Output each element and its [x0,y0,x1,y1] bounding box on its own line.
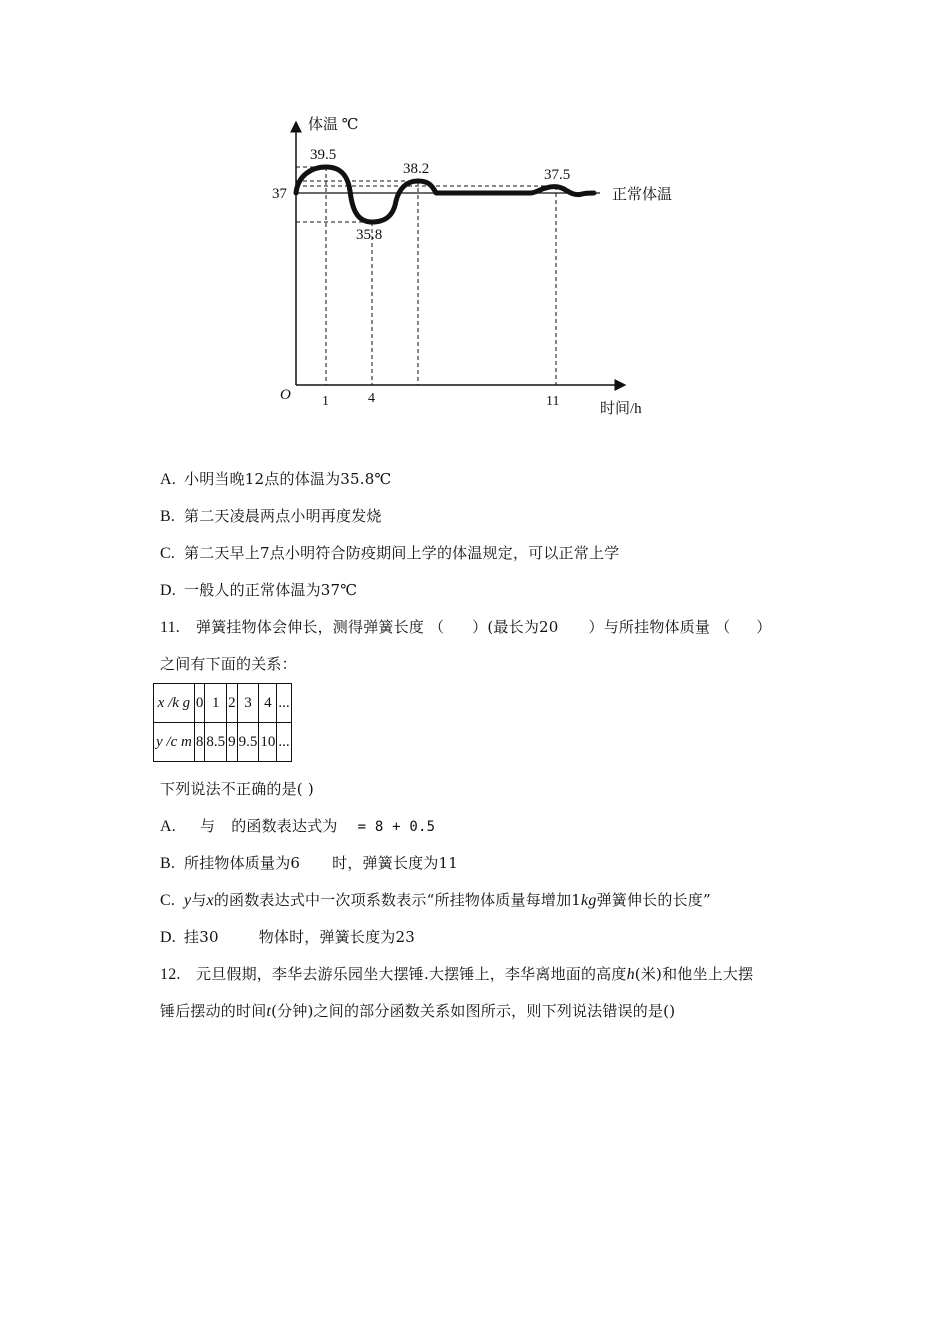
table-cell: 2 [227,684,238,723]
q11-option-c[interactable] [160,889,711,912]
table-header-x: x /k g [154,684,195,723]
origin-label: O [280,387,291,403]
x-tick-1: 1 [322,394,329,409]
q11-stem-line1 [160,616,772,639]
table-cell: 8 [194,723,205,762]
reference-lines [296,167,556,385]
option-text: 第二天早上7点小明符合防疫期间上学的体温规定，可以正常上学 [184,544,620,562]
option-letter: A. [160,818,176,835]
q12-stem-line1 [160,963,753,986]
table-cell: 0 [194,684,205,723]
question-number: 12. [160,966,181,983]
q11-stem-line2: 之间有下面的关系： [160,655,297,673]
option-text: 挂30 [184,928,219,946]
normal-temp-label: 正常体温 [612,187,673,203]
option-text: 时，弹簧长度为11 [332,854,459,872]
q11-text-d: ） [756,618,772,636]
y-axis-label: 体温 ℃ [308,117,359,133]
x-tick-11: 11 [546,394,560,409]
option-text: 的函数表达式中一次项系数表示“所挂物体质量每增加1 [213,891,582,909]
q12-text: 锤后摆动的时间 [160,1002,267,1020]
x-tick-4: 4 [368,391,375,406]
spring-data-table [153,683,292,762]
option-text: 的函数表达式为 [231,817,338,835]
math-var: t [266,1003,272,1020]
q11-option-b[interactable] [160,852,458,875]
table-cell: 9.5 [237,723,259,762]
q11-text-a: 弹簧挂物体会伸长，测得弹簧长度 （ [196,618,445,636]
q12-text: 元旦假期，李华去游乐园坐大摆锤.大摆锤上，李华离地面的高度 [196,965,627,983]
option-letter: C. [160,892,176,909]
table-row [154,684,292,723]
option-text: 弹簧伸长的长度” [596,891,711,909]
point-label-39-5: 39.5 [310,147,337,163]
q10-option-b[interactable] [160,505,382,528]
option-text: 与 [191,891,207,909]
q11-text-b: ）(最长为20 [472,618,559,636]
table-cell: 3 [237,684,259,723]
q11-option-d[interactable] [160,926,415,949]
question-number: 11. [160,619,181,636]
math-var: h [626,966,635,983]
q10-option-a[interactable] [160,468,391,491]
x-axis-label: 时间/h [600,401,642,417]
table-cell: ... [277,723,291,762]
q10-option-d[interactable] [160,579,357,602]
point-label-35-8: 35.8 [356,227,383,243]
table-cell: 4 [259,684,277,723]
point-label-38-2: 38.2 [403,161,430,177]
option-text: 小明当晚12点的体温为35.8℃ [184,470,392,488]
table-header-y: y /c m [154,723,195,762]
q12-text: (分钟)之间的部分函数关系如图所示，则下列说法错误的是() [271,1002,676,1020]
math-unit: kg [581,892,597,909]
table-cell: 8.5 [205,723,227,762]
q12-stem-line2 [160,1000,675,1023]
q12-text: (米)和他坐上大摆 [634,965,754,983]
table-cell: 9 [227,723,238,762]
option-text: 第二天凌晨两点小明再度发烧 [184,507,382,525]
option-letter: A. [160,471,176,488]
table-cell: ... [277,684,291,723]
table-cell: 10 [259,723,277,762]
point-label-37-5: 37.5 [544,167,571,183]
q10-option-c[interactable] [160,542,619,565]
table-row [154,723,292,762]
option-letter: C. [160,545,176,562]
option-letter: D. [160,582,176,599]
option-text: 物体时，弹簧长度为23 [258,928,415,946]
option-letter: B. [160,508,176,525]
y-tick-37: 37 [272,186,287,202]
q11-option-a[interactable] [160,815,435,838]
option-text: 一般人的正常体温为37℃ [184,581,358,599]
option-text: 与 [200,817,216,835]
option-formula: = 8 + 0.5 [357,819,436,835]
option-letter: B. [160,855,176,872]
q11-text-c: ）与所挂物体质量 （ [588,618,731,636]
option-letter: D. [160,929,176,946]
table-cell: 1 [205,684,227,723]
math-var: y [184,892,192,909]
option-text: 所挂物体质量为6 [184,854,301,872]
temperature-graph [260,105,700,425]
q11-prompt: 下列说法不正确的是( ) [160,780,314,798]
math-var: x [206,892,214,909]
